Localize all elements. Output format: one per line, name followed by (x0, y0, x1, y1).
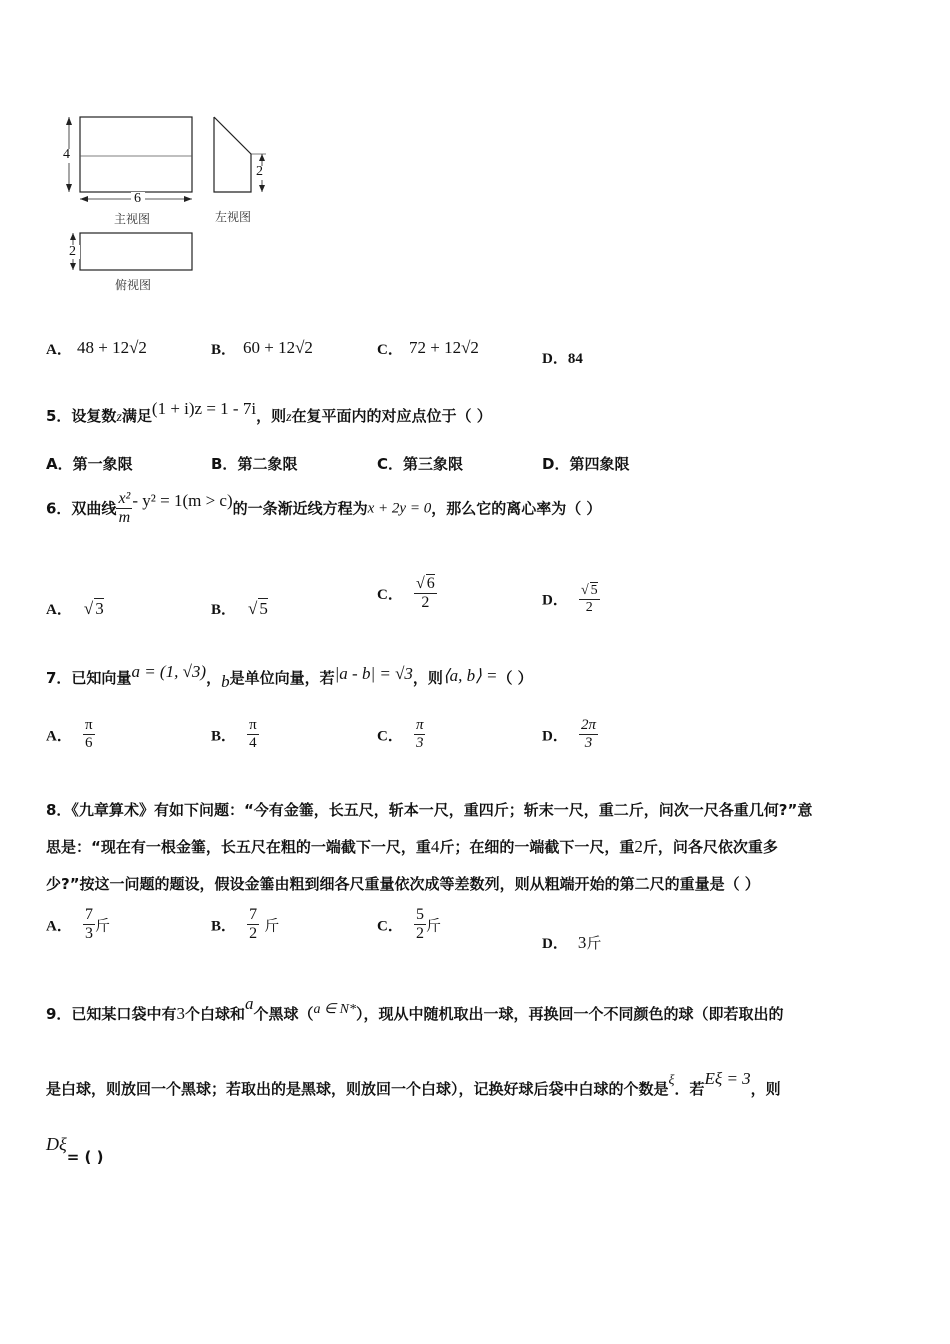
q6-option-a[interactable]: A． √ 3 (46, 599, 104, 618)
option-label: A． (46, 342, 72, 358)
q9-line-1 (46, 994, 784, 1024)
arrow-down-icon (259, 185, 265, 192)
q6-equation: - y² = 1(m > c) (132, 491, 233, 511)
q6-asymptote: x + 2y = 0 (367, 500, 432, 517)
option-label: B． (211, 602, 237, 618)
q8-number: 4 (430, 837, 440, 856)
q8-line-1: 8．《九章算术》有如下问题：“今有金箠，长五尺，斩本一尺，重四斤；斩末一尺，重二斤，问次一尺各重几何?”意 (46, 801, 813, 819)
option-label: B． (211, 728, 237, 745)
fraction-numerator: π (247, 717, 259, 735)
dim-width-label: 6 (134, 191, 141, 206)
top-view-caption: 俯视图 (115, 278, 152, 292)
q9-var-xi: ξ (668, 1073, 675, 1088)
q5-option-d[interactable] (542, 453, 629, 474)
q9-line-3 (46, 1134, 104, 1166)
side-view-shape (214, 117, 251, 192)
q9-part: 9．已知某口袋中有 (46, 1005, 177, 1023)
dim-height-label: 4 (63, 147, 70, 162)
arrow-down-icon (70, 263, 76, 270)
arrow-up-icon (259, 154, 265, 161)
dim-side-label: 2 (256, 164, 263, 179)
top-view-rect (80, 233, 192, 270)
q8-line2-part: 思是：“现在有一根金箠，长五尺在粗的一端截下一尺，重 (46, 838, 431, 856)
fraction-numerator: π (414, 717, 426, 735)
fraction-numerator: x² (116, 490, 132, 509)
q7-condition: |a - b| = √3 (334, 664, 413, 683)
q6-option-d[interactable]: D． $\frac{√ 5}{2}$ (542, 583, 598, 616)
fraction-numerator: π (83, 717, 95, 735)
unit-label: 斤 (425, 916, 441, 935)
q7-vector-b: b (221, 672, 230, 691)
fraction-numerator: 5 (414, 906, 426, 925)
fraction-denominator: 2 (585, 600, 593, 616)
q7-mid2: ，则 (412, 669, 443, 687)
q9-number: 3 (176, 1004, 185, 1023)
q5-option-b[interactable] (211, 453, 297, 474)
q8-option-b[interactable] (211, 906, 279, 944)
fraction-denominator: 6 (84, 735, 93, 752)
fraction-denominator: 2 (421, 594, 430, 612)
arrow-left-icon (80, 196, 88, 202)
fraction-denominator: 2 (415, 925, 424, 943)
q5-option-c[interactable] (377, 453, 463, 474)
fraction-denominator: 3 (415, 735, 424, 752)
q5-stem (46, 399, 492, 426)
q9-part: ．若 (674, 1080, 705, 1098)
q4-option-b[interactable] (211, 338, 236, 359)
q7-stem (46, 662, 533, 691)
q8-line-3: 少?”按这一问题的题设，假设金箠由粗到细各尺重量依次成等差数列，则从粗端开始的第二尺的重量是（ ） (46, 875, 760, 893)
q7-vector-a: a = (1, √3) (131, 662, 207, 681)
fraction-denominator: 4 (249, 735, 257, 752)
option-label: A． (46, 728, 72, 745)
option-label: A． (46, 918, 72, 935)
option-value: 第四象限 (569, 455, 630, 473)
q8-option-d[interactable] (542, 932, 601, 953)
front-view-rect (80, 117, 192, 192)
q4-option-d[interactable] (542, 347, 583, 368)
q5-equation: (1 + i)z = 1 - 7i (151, 399, 257, 418)
q9-part: ），现从中随机取出一球，再换回一个不同颜色的球（即若取出的 (356, 1005, 784, 1023)
option-label: D． (542, 936, 568, 952)
q9-line-2 (46, 1069, 781, 1099)
q8-number: 2 (634, 837, 643, 856)
q7-sep: ， (206, 669, 222, 687)
q6-stem (46, 490, 601, 528)
option-label: D． (542, 351, 568, 367)
option-label: B． (211, 455, 238, 473)
option-label: C． (377, 455, 404, 473)
q8-option-a[interactable] (46, 906, 110, 944)
option-label: D． (542, 455, 570, 473)
q9-part: = ( ) (66, 1148, 104, 1166)
option-value: 3 (95, 599, 104, 618)
q9-variance: Dξ (46, 1134, 67, 1154)
q4-option-a-value: 48 + 12√2 (77, 338, 147, 357)
q5-suffix: 在复平面内的对应点位于（ ） (291, 407, 492, 425)
option-value: 84 (567, 351, 583, 367)
q6-option-b[interactable]: B． √ 5 (211, 599, 268, 618)
q5-prefix: 5．设复数 (46, 407, 117, 425)
option-value: 3 (577, 933, 587, 952)
q7-option-c[interactable] (377, 717, 425, 753)
fraction-denominator: m (118, 509, 131, 527)
q4-option-a[interactable] (46, 338, 72, 359)
option-label: B． (211, 918, 237, 935)
arrow-down-icon (66, 184, 72, 192)
fraction-numerator: 6 (426, 575, 435, 592)
three-view-figure (50, 108, 290, 298)
q5-mid: 满足 (121, 407, 152, 425)
fraction-numerator: 5 (590, 583, 598, 598)
q8-line-2 (46, 836, 778, 857)
q5-option-a[interactable] (46, 453, 133, 474)
q6-suffix: ，那么它的离心率为（ ） (431, 499, 602, 518)
q4-option-c-value: 72 + 12√2 (409, 338, 479, 357)
q4-option-b-value: 60 + 12√2 (243, 338, 313, 357)
q9-part: 是白球，则放回一个黑球；若取出的是黑球，则放回一个白球），记换好球后袋中白球的个数是 (46, 1080, 669, 1098)
option-label: A． (46, 455, 73, 473)
option-label: C． (377, 728, 403, 745)
fraction-numerator: 7 (247, 906, 259, 925)
fraction-denominator: 3 (84, 925, 93, 943)
option-value: 5 (259, 599, 268, 618)
option-value: 第二象限 (237, 455, 298, 473)
q8-line2-part: 斤；在细的一端截下一尺，重 (439, 838, 635, 856)
var-z: z (286, 410, 292, 425)
q7-suffix: （ ） (497, 669, 533, 687)
option-value: 第三象限 (403, 455, 464, 473)
q7-option-a[interactable] (46, 717, 95, 753)
q6-prefix: 6．双曲线 (46, 499, 117, 518)
dim-top-label: 2 (69, 244, 76, 259)
q6-option-c[interactable]: C． $\frac{√ 6}{2}$ (377, 575, 435, 612)
q4-option-c[interactable] (377, 338, 403, 359)
q9-expectation: Eξ = 3 (704, 1069, 751, 1088)
option-value: 第一象限 (72, 455, 133, 473)
q9-part: ，则 (750, 1080, 781, 1098)
arrow-right-icon (184, 196, 192, 202)
q8-option-c[interactable] (377, 906, 441, 944)
option-label: C． (377, 342, 403, 358)
option-label: D． (542, 728, 568, 745)
option-label: B． (211, 342, 237, 358)
option-label: C． (377, 918, 403, 935)
fraction-denominator: 2 (249, 925, 258, 943)
q9-var-a: a (244, 994, 254, 1013)
q9-part: 个黑球（ (253, 1005, 314, 1023)
q7-option-d[interactable] (542, 717, 598, 753)
side-view-caption: 左视图 (215, 210, 252, 224)
q7-option-b[interactable] (211, 717, 259, 753)
arrow-up-icon (70, 233, 76, 240)
unit-label: 斤 (94, 916, 110, 935)
fraction-numerator: 2π (579, 717, 598, 735)
option-label: D． (542, 592, 568, 609)
unit-label: 斤 (264, 916, 280, 935)
q6-mid: 的一条渐近线方程为 (232, 499, 368, 518)
q9-condition: a ∈ N* (313, 1002, 357, 1017)
arrow-up-icon (66, 117, 72, 125)
fraction-denominator: 3 (584, 735, 593, 752)
q9-part: 个白球和 (184, 1005, 245, 1023)
q7-mid: 是单位向量，若 (229, 669, 335, 687)
q8-line2-part: 斤，问各尺依次重多 (642, 838, 778, 856)
q5-mid2: ，则 (256, 407, 287, 425)
q7-prefix: 7．已知向量 (46, 669, 132, 687)
fraction-numerator: 7 (83, 906, 95, 925)
var-z: z (116, 410, 122, 425)
q7-angle: ⟨a, b⟩ = (442, 666, 498, 685)
front-view-caption: 主视图 (114, 212, 151, 226)
unit-label: 斤 (586, 934, 602, 952)
option-label: A． (46, 602, 72, 618)
option-label: C． (377, 586, 403, 603)
